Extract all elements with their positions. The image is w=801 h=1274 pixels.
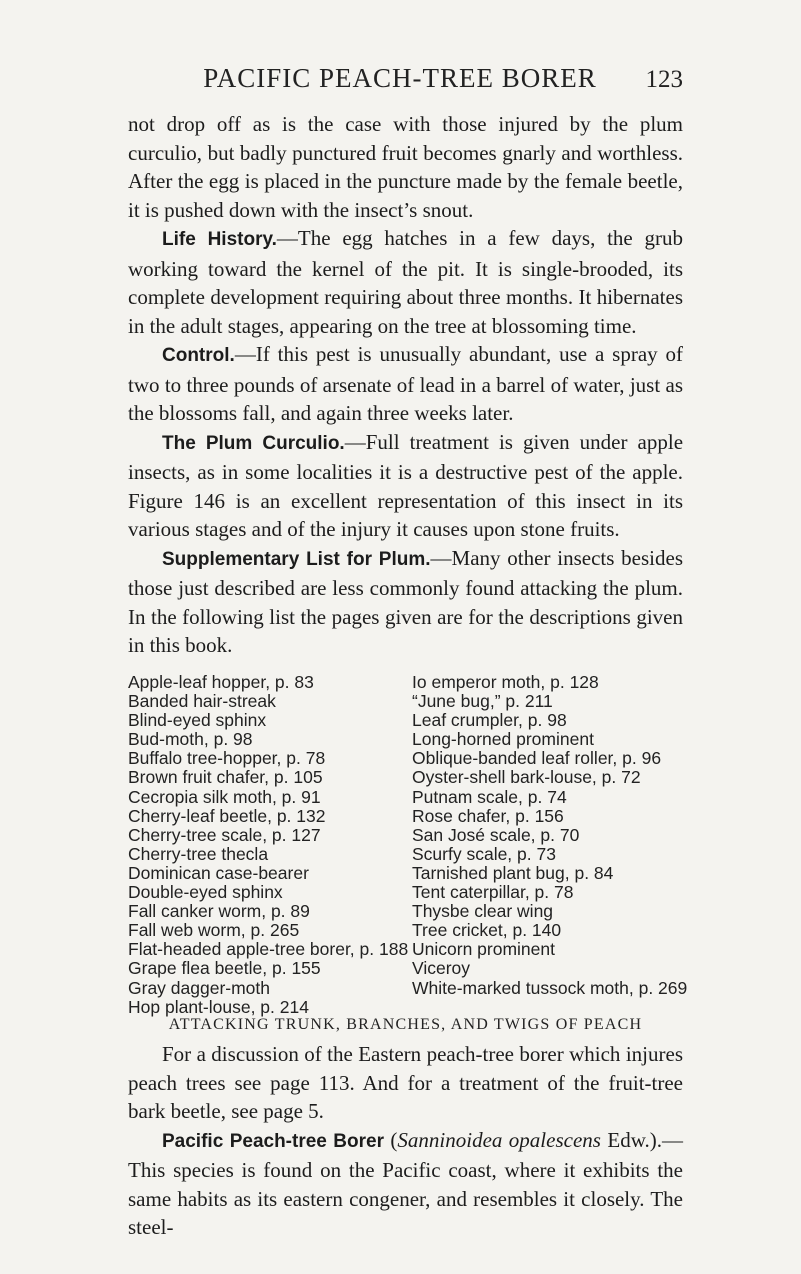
run-in-heading: Supplementary List for Plum. xyxy=(162,548,431,570)
list-item: Bud-moth, p. 98 xyxy=(128,729,253,750)
body-text xyxy=(128,110,683,660)
running-head-title: PACIFIC PEACH-TREE BORER xyxy=(203,63,597,93)
list-item: Grape flea beetle, p. 155 xyxy=(128,958,321,979)
paren-open: ( xyxy=(384,1127,398,1152)
paragraph-eastern-borer: For a discussion of the Eastern peach-tree borer which injures peach trees see page 113. And for a treatment of the fruit-tree bark beetle, see page 5. xyxy=(128,1042,683,1123)
run-in-heading: Life History. xyxy=(162,229,277,250)
list-item: Tarnished plant bug, p. 84 xyxy=(412,862,614,883)
list-item: Gray dagger-moth xyxy=(128,977,271,998)
list-item: Rose chafer, p. 156 xyxy=(412,805,564,826)
run-in-heading: The Plum Curculio. xyxy=(162,432,345,454)
list-item: Thysbe clear wing xyxy=(412,901,554,922)
list-item: White-marked tussock moth, p. 269 xyxy=(412,977,688,998)
list-item: Apple-leaf hopper, p. 83 xyxy=(128,672,314,692)
list-item: Brown fruit chafer, p. 105 xyxy=(128,767,323,788)
insect-list-right xyxy=(412,673,687,998)
list-item: “June bug,” p. 211 xyxy=(412,691,553,712)
list-item: Oyster-shell bark-louse, p. 72 xyxy=(412,767,641,788)
paragraph-plum-curculio xyxy=(128,428,683,544)
paragraph-supplementary-list xyxy=(128,544,683,660)
paragraph-text: —Many other insects besides those just described are less commonly found attacking the plum. In the following list the pages given are for the descriptions given in this book. xyxy=(128,545,683,657)
list-item: Unicorn prominent xyxy=(412,939,555,960)
latin-name: Sanninoidea opalescens xyxy=(397,1127,601,1152)
list-item: Hop plant-louse, p. 214 xyxy=(128,996,309,1017)
run-in-heading: Control. xyxy=(162,345,235,366)
list-item: Scurfy scale, p. 73 xyxy=(412,843,556,864)
list-item: San José scale, p. 70 xyxy=(412,824,580,845)
page-number: 123 xyxy=(645,66,683,93)
paragraph-pacific-borer xyxy=(128,1126,683,1242)
list-item: Dominican case-bearer xyxy=(128,862,309,883)
section-text xyxy=(128,1040,683,1242)
list-item: Cherry-tree thecla xyxy=(128,843,269,864)
list-item: Oblique-banded leaf roller, p. 96 xyxy=(412,748,662,769)
paragraph-text: —Full treatment is given under apple insects, as in some localities it is a destructive pest of the apple. Figure 146 is an excellent representation of this insect in its various stages and of the injury it causes upon stone fruits. xyxy=(128,429,684,541)
paragraph-text: —This species is found on the Pacific coast, where it exhibits the same habits as its eastern congener, and resembles it closely. The steel- xyxy=(128,1127,683,1239)
list-item: Fall web worm, p. 265 xyxy=(128,920,300,941)
list-item: Io emperor moth, p. 128 xyxy=(412,672,599,692)
list-item: Tent caterpillar, p. 78 xyxy=(412,882,574,903)
run-in-heading: Pacific Peach-tree Borer xyxy=(162,1130,384,1152)
list-item: Fall canker worm, p. 89 xyxy=(128,901,310,922)
insect-list-left xyxy=(128,673,408,1017)
list-item: Leaf crumpler, p. 98 xyxy=(412,710,567,731)
list-item: Putnam scale, p. 74 xyxy=(412,786,567,807)
list-item: Flat-headed apple-tree borer, p. 188 xyxy=(128,939,409,960)
paragraph-life-history xyxy=(128,224,683,340)
paragraph-text: —If this pest is unusually abundant, use a spray of two to three pounds of arsenate of lead in a barrel of water, just as the blossoms fall, and again three weeks later. xyxy=(128,342,683,425)
list-item: Viceroy xyxy=(412,958,471,979)
author-abbrev: Edw.). xyxy=(600,1127,662,1152)
list-item: Long-horned prominent xyxy=(412,729,594,750)
list-item: Banded hair-streak xyxy=(128,691,276,712)
list-item: Blind-eyed sphinx xyxy=(128,710,267,731)
list-item: Cecropia silk moth, p. 91 xyxy=(128,786,321,807)
paragraph-control xyxy=(128,340,683,428)
list-item: Cherry-leaf beetle, p. 132 xyxy=(128,805,326,826)
section-heading: ATTACKING TRUNK, BRANCHES, AND TWIGS OF PEACH xyxy=(168,1016,643,1033)
list-item: Double-eyed sphinx xyxy=(128,882,283,903)
paragraph-continuation: not drop off as is the case with those injured by the plum curculio, but badly punctured fruit becomes gnarly and worthless. After the egg is placed in the puncture made by the female beetle, it is pushed down with the insect’s snout. xyxy=(128,112,683,222)
list-item: Buffalo tree-hopper, p. 78 xyxy=(128,748,326,769)
paragraph-text: —The egg hatches in a few days, the grub working toward the kernel of the pit. It is single-brooded, its complete development requiring about three months. It hibernates in the adult stages, appearing on the tree at blossoming time. xyxy=(128,226,683,338)
list-item: Tree cricket, p. 140 xyxy=(412,920,562,941)
list-item: Cherry-tree scale, p. 127 xyxy=(128,824,321,845)
